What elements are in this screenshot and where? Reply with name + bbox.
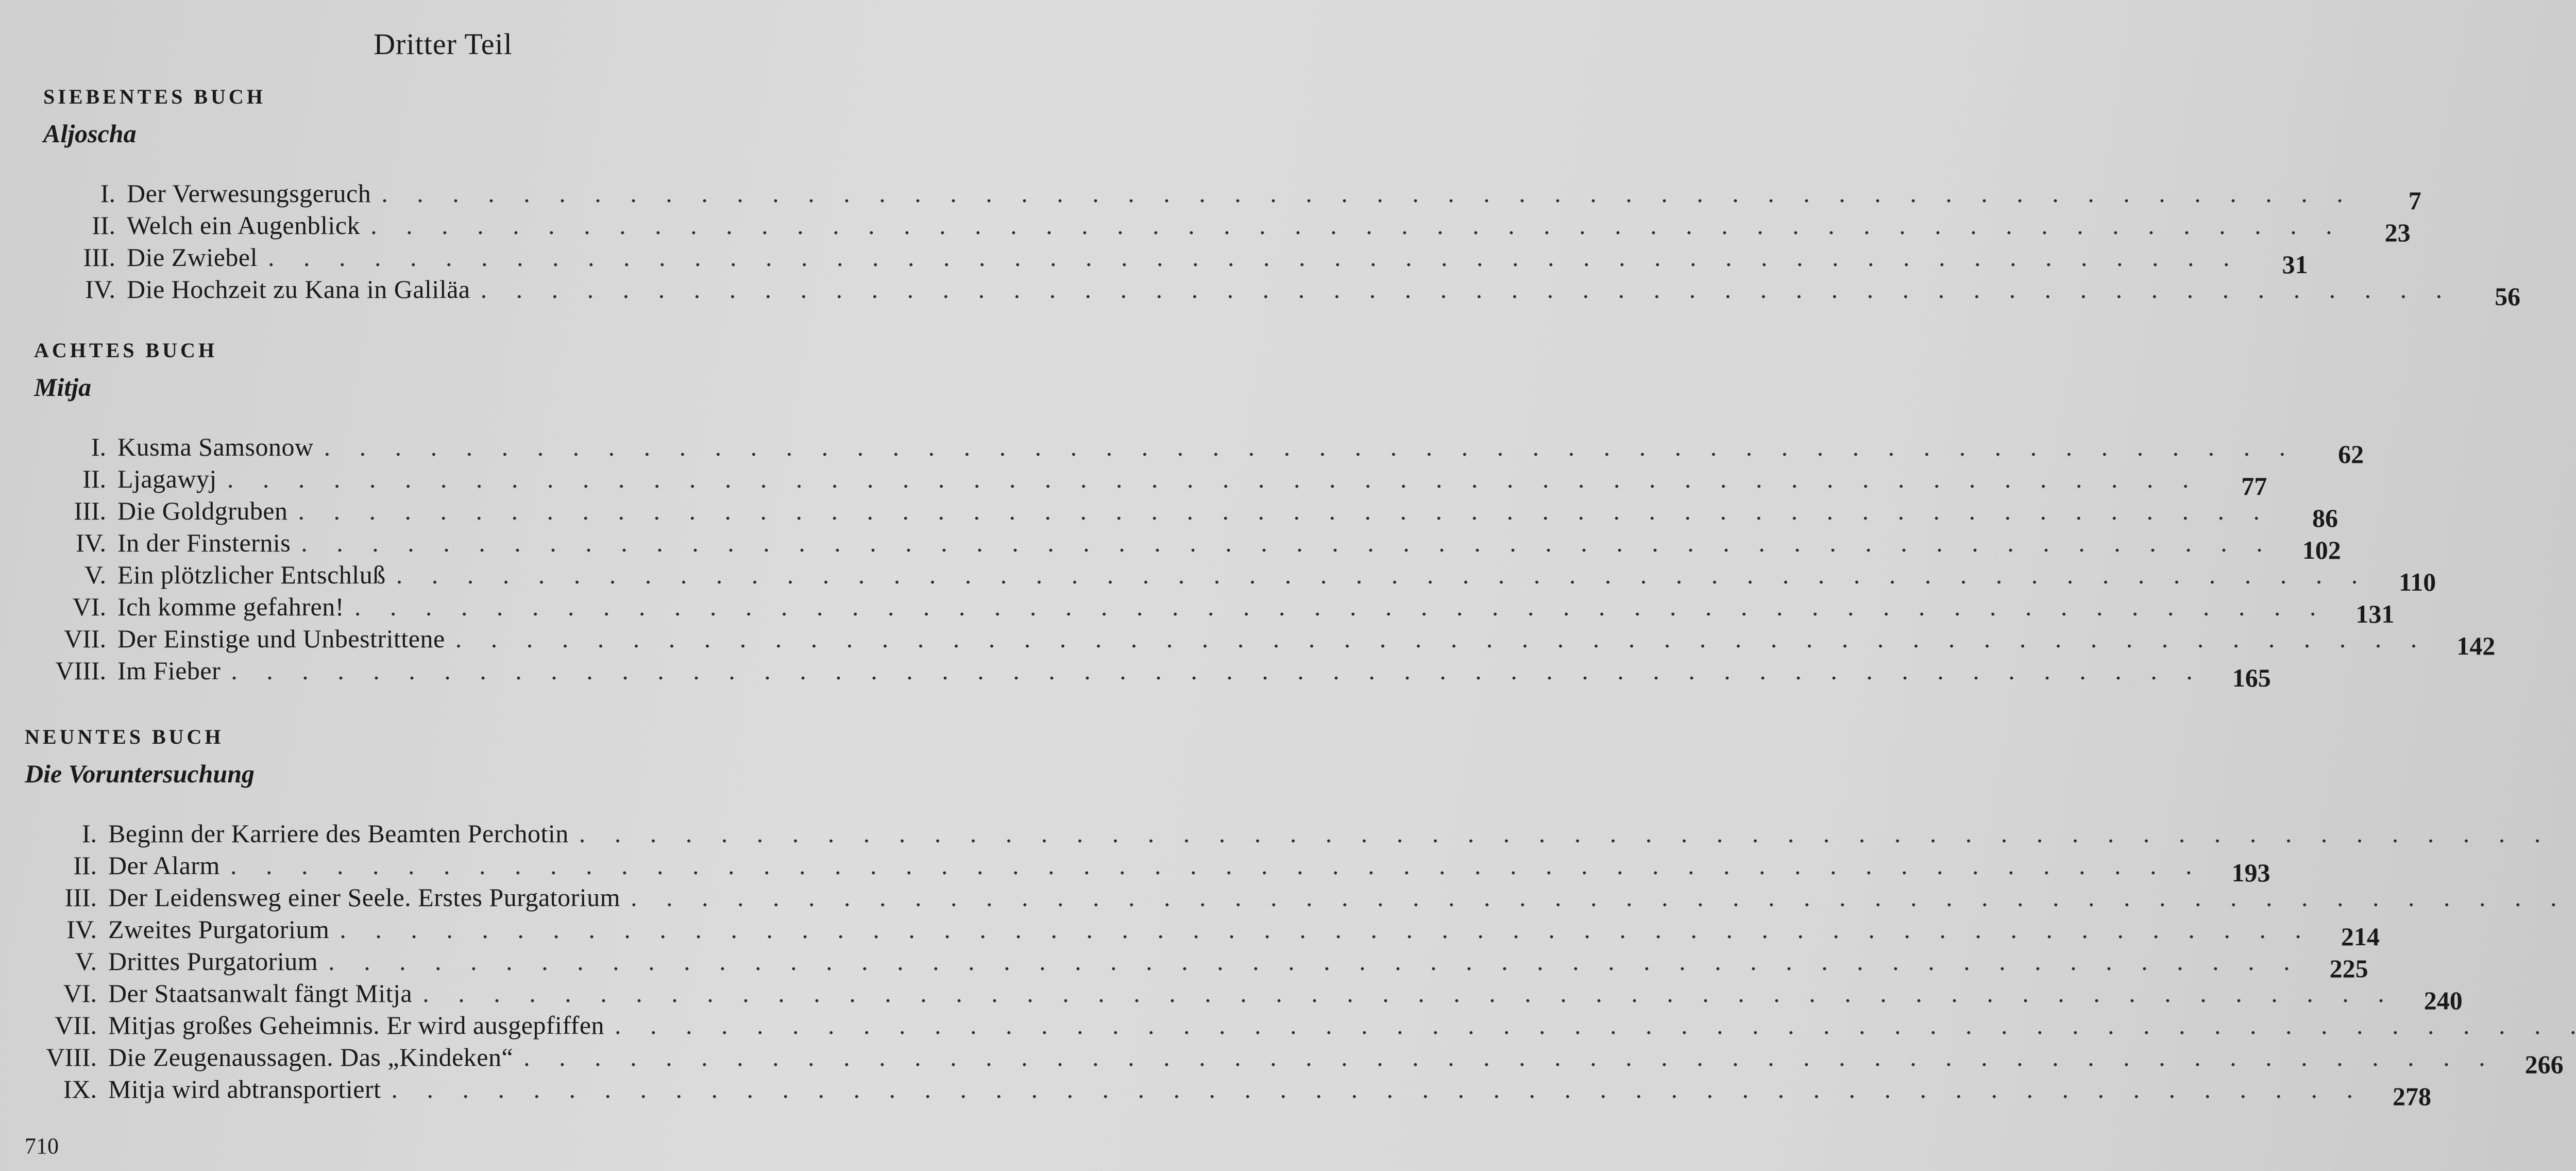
book-label: SIEBENTES BUCH — [43, 85, 266, 108]
chapter-title: Der Staatsanwalt fängt Mitja — [108, 979, 413, 1008]
chapter-title: Die Zeugenaussagen. Das „Kindeken“ — [108, 1043, 514, 1072]
chapter-entry — [25, 1074, 2432, 1111]
chapter-title: Die Zwiebel — [127, 243, 258, 272]
chapter-entry — [34, 560, 2436, 596]
chapter-numeral: VI. — [72, 592, 106, 621]
dot-leader — [370, 210, 2344, 240]
part-title: Dritter Teil — [374, 27, 513, 61]
chapter-numeral: V. — [84, 560, 106, 589]
book-label: NEUNTES BUCH — [25, 725, 224, 748]
chapter-title: Im Fieber — [117, 656, 221, 685]
chapter-page-number: 56 — [2495, 282, 2521, 311]
chapter-entry — [34, 496, 2338, 532]
book-section-siebentes — [43, 85, 2521, 311]
book-subtitle: Die Voruntersuchung — [25, 759, 255, 788]
chapter-numeral: IV. — [76, 528, 106, 557]
chapter-title: Welch ein Augenblick — [127, 211, 361, 240]
chapter-title: Zweites Purgatorium — [108, 915, 330, 944]
dot-leader — [268, 242, 2241, 272]
chapter-numeral: II. — [82, 464, 106, 493]
chapter-title: Mitjas großes Geheimnis. Er wird ausgepfiffen — [108, 1011, 605, 1040]
chapter-list — [43, 178, 2521, 311]
chapter-page-number: 23 — [2384, 218, 2411, 247]
book-section-achtes — [34, 339, 2496, 692]
chapter-list — [25, 818, 2564, 1111]
chapter-entry — [25, 882, 880, 914]
chapter-entry — [25, 946, 2368, 983]
chapter-page-number: 165 — [2232, 663, 2271, 692]
chapter-numeral: II. — [92, 211, 115, 240]
chapter-numeral: I. — [100, 179, 115, 208]
chapter-numeral: VIII. — [55, 656, 106, 685]
dot-leader — [396, 560, 2369, 590]
chapter-numeral: III. — [83, 243, 115, 272]
chapter-numeral: VII. — [55, 1011, 97, 1040]
chapter-page-number: 240 — [2424, 986, 2463, 1015]
dot-leader — [354, 592, 2328, 622]
chapter-numeral: VI. — [63, 979, 97, 1008]
dot-leader — [227, 464, 2200, 494]
chapter-numeral: IV. — [66, 915, 97, 944]
chapter-page-number: 278 — [2393, 1082, 2432, 1111]
chapter-title: Ich komme gefahren! — [117, 592, 344, 621]
dot-leader — [340, 914, 2313, 944]
chapter-list — [34, 432, 2496, 692]
chapter-page-number — [2562, 826, 2576, 856]
chapter-entry — [25, 1010, 880, 1042]
chapter-title: Mitja wird abtransportiert — [108, 1075, 381, 1103]
chapter-page-number: 131 — [2355, 599, 2395, 628]
chapter-title: Drittes Purgatorium — [108, 947, 318, 976]
chapter-title: In der Finsternis — [117, 528, 291, 557]
chapter-entry — [34, 656, 2271, 692]
dot-leader — [523, 1042, 2497, 1072]
chapter-numeral: IX. — [63, 1075, 97, 1103]
chapter-entry — [43, 178, 2421, 215]
dot-leader — [231, 656, 2204, 685]
chapter-title: Der Leidensweg einer Seele. Erstes Purgatorium — [108, 883, 620, 912]
dot-leader — [328, 946, 2301, 976]
chapter-title: Die Goldgruben — [117, 496, 288, 525]
chapter-page-number: 102 — [2302, 536, 2341, 564]
chapter-title: Der Alarm — [108, 851, 220, 880]
book-label: ACHTES BUCH — [34, 339, 218, 362]
chapter-page-number: 86 — [2312, 504, 2338, 532]
chapter-numeral: VIII. — [46, 1043, 97, 1072]
chapter-page-number: 77 — [2241, 472, 2267, 500]
chapter-entry — [34, 464, 2267, 500]
chapter-entry — [25, 818, 880, 850]
dot-leader — [324, 432, 2297, 462]
chapter-page-number: 225 — [2329, 954, 2368, 983]
chapter-entry — [25, 1042, 2564, 1079]
book-section-neuntes — [25, 725, 2564, 1111]
book-subtitle: Mitja — [34, 373, 92, 402]
chapter-entry — [34, 624, 2496, 660]
chapter-page-number: 62 — [2338, 440, 2364, 469]
dot-leader — [481, 274, 2454, 304]
chapter-numeral: I. — [81, 819, 97, 848]
chapter-entry — [25, 914, 2380, 951]
dot-leader — [631, 882, 2576, 912]
chapter-entry — [43, 242, 2308, 279]
chapter-title: Beginn der Karriere des Beamten Perchotin — [108, 819, 569, 848]
chapter-page-number: 7 — [2408, 186, 2421, 215]
chapter-entry — [34, 592, 2395, 628]
dot-leader — [422, 978, 2396, 1008]
chapter-page-number: 142 — [2456, 631, 2496, 660]
chapter-numeral: I. — [91, 432, 106, 461]
chapter-numeral: II. — [73, 851, 97, 880]
chapter-page-number: 214 — [2341, 922, 2380, 951]
chapter-entry — [34, 432, 2364, 469]
dot-leader — [392, 1074, 2365, 1104]
chapter-title: Der Verwesungsgeruch — [127, 179, 371, 208]
chapter-title: Kusma Samsonow — [117, 432, 314, 461]
chapter-title: Die Hochzeit zu Kana in Galiläa — [127, 275, 470, 304]
book-subtitle: Aljoscha — [43, 119, 137, 148]
chapter-title: Ein plötzlicher Entschluß — [117, 560, 386, 589]
chapter-entry — [34, 528, 2341, 564]
chapter-page-number: 193 — [2231, 858, 2270, 887]
chapter-entry — [25, 850, 2270, 887]
chapter-entry — [25, 978, 2463, 1015]
chapter-page-number: 31 — [2282, 250, 2308, 279]
chapter-entry — [43, 210, 2411, 247]
chapter-numeral: V. — [75, 947, 97, 976]
chapter-title: Der Einstige und Unbestrittene — [117, 624, 445, 653]
page-folio: 710 — [25, 1133, 59, 1159]
chapter-page-number: 110 — [2398, 567, 2436, 596]
chapter-numeral: III. — [74, 496, 106, 525]
dot-leader — [579, 818, 2552, 848]
dot-leader — [615, 1010, 2576, 1040]
dot-leader — [301, 528, 2274, 558]
dot-leader — [381, 178, 2354, 208]
chapter-title: Ljagawyj — [117, 464, 217, 493]
chapter-entry — [43, 274, 2521, 311]
chapter-numeral: VII. — [64, 624, 106, 653]
chapter-numeral: III. — [64, 883, 97, 912]
chapter-page-number: 266 — [2524, 1050, 2564, 1079]
dot-leader — [298, 496, 2272, 526]
dot-leader — [230, 850, 2204, 880]
dot-leader — [455, 624, 2429, 654]
chapter-numeral: IV. — [85, 275, 115, 304]
